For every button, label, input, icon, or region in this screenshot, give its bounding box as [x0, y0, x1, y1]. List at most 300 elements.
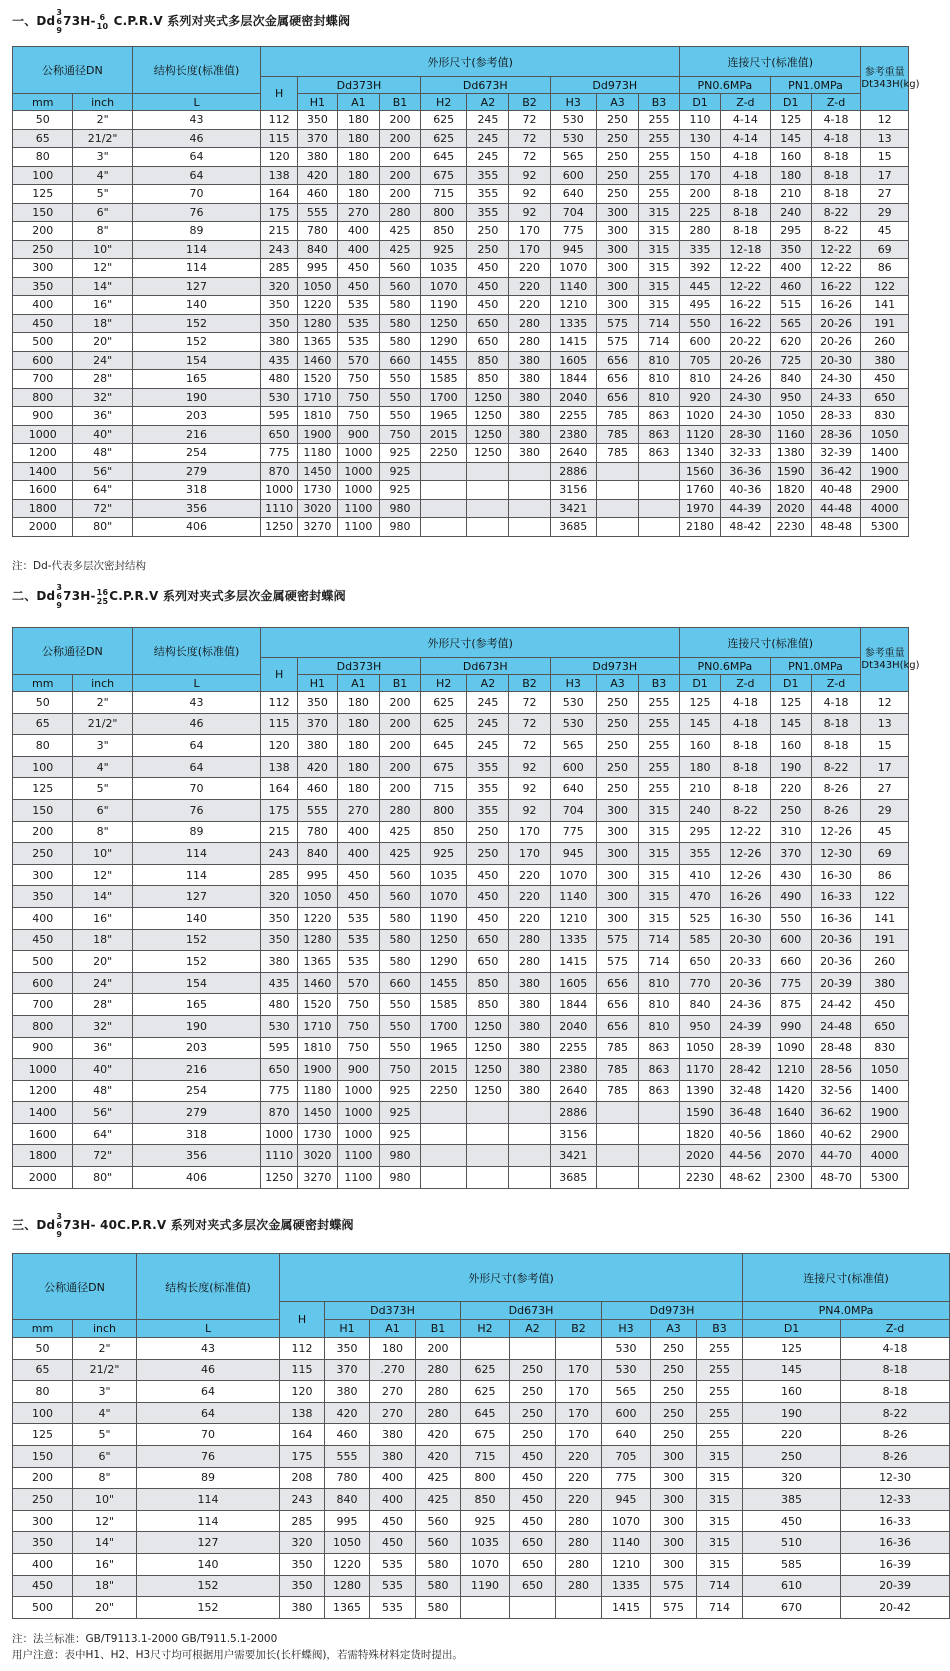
table-cell: 1800 — [13, 499, 73, 518]
table-cell: 4-18 — [721, 148, 771, 167]
table-cell: 15 — [861, 735, 909, 757]
table-cell: 650 — [467, 929, 509, 951]
table-cell: 250 — [651, 1402, 697, 1424]
table-cell: 1280 — [297, 929, 337, 951]
table-cell: 20-42 — [841, 1597, 950, 1619]
header-weight: 参考重量Dt343H(kg) — [861, 628, 909, 692]
table-cell: 350 — [297, 111, 337, 130]
table-cell: 20-22 — [721, 333, 771, 352]
table-cell: 1280 — [325, 1575, 370, 1597]
table-cell: 945 — [602, 1489, 651, 1511]
table-cell: 1140 — [602, 1532, 651, 1554]
table-cell: 24-30 — [721, 388, 771, 407]
table-cell: 8-18 — [841, 1359, 950, 1381]
table-cell: 145 — [680, 713, 721, 735]
table-cell: 315 — [639, 222, 680, 241]
table-cell: 152 — [137, 1597, 280, 1619]
header-h: H — [261, 658, 298, 692]
table-cell: 80 — [13, 735, 73, 757]
table-row — [13, 1467, 950, 1489]
table-cell: 1000 — [13, 1059, 73, 1081]
table-cell: 770 — [680, 972, 721, 994]
table-cell: 575 — [596, 314, 638, 333]
table-cell: 1400 — [13, 462, 73, 481]
header-dn: 公称通径DN — [13, 1254, 137, 1320]
table-cell: 2" — [73, 1338, 137, 1360]
table-cell: 650 — [510, 1575, 556, 1597]
table-cell: 245 — [467, 713, 509, 735]
table-cell: 656 — [596, 1015, 638, 1037]
table-cell: 318 — [132, 1123, 260, 1145]
table-cell: 12-22 — [811, 240, 861, 259]
section-3-title: 三、Dd 3 6 9 73H- 40C.P.R.V 系列对夹式多层次金属硬密封蝶阀 — [12, 1212, 354, 1239]
header-h1: H1 — [297, 94, 337, 111]
table-cell: 1180 — [297, 1080, 337, 1102]
table-cell: 250 — [596, 185, 638, 204]
table-cell: 4" — [73, 1402, 137, 1424]
table-cell — [420, 1145, 466, 1167]
table-cell: 2300 — [770, 1167, 811, 1189]
table-cell: 450 — [337, 864, 379, 886]
table-cell: 255 — [697, 1424, 743, 1446]
table-cell: 280 — [556, 1532, 602, 1554]
table-cell: 200 — [379, 692, 420, 714]
table-cell: 450 — [467, 259, 509, 278]
table-cell: 8" — [73, 821, 132, 843]
table-row — [13, 296, 909, 315]
table-cell: 245 — [467, 735, 509, 757]
table-cell: 400 — [370, 1467, 416, 1489]
table-cell: 410 — [680, 864, 721, 886]
table-cell: 650 — [467, 951, 509, 973]
table-cell: 1160 — [770, 425, 811, 444]
table-cell: 3421 — [550, 499, 596, 518]
table-row — [13, 129, 909, 148]
table-cell: 32-48 — [721, 1080, 771, 1102]
table-cell: 450 — [13, 1575, 73, 1597]
table-cell: 450 — [510, 1489, 556, 1511]
table-cell: 280 — [556, 1553, 602, 1575]
table-cell: 1070 — [461, 1553, 510, 1575]
header-h: H — [261, 77, 298, 111]
table-cell — [420, 1123, 466, 1145]
header-inch: inch — [73, 1320, 137, 1338]
table-cell: 8-22 — [721, 799, 771, 821]
table-cell: 980 — [379, 499, 420, 518]
table-cell: 1210 — [602, 1553, 651, 1575]
table-cell: 28-56 — [811, 1059, 861, 1081]
table-cell: 255 — [639, 735, 680, 757]
table-row — [13, 713, 909, 735]
table-cell: 980 — [379, 1167, 420, 1189]
table-cell: 250 — [651, 1424, 697, 1446]
table-cell: 170 — [680, 166, 721, 185]
table-cell: 255 — [639, 778, 680, 800]
table-cell: 20" — [73, 1597, 137, 1619]
table-cell: 380 — [280, 1597, 325, 1619]
table-cell: 270 — [337, 203, 379, 222]
table-cell: 2000 — [13, 518, 73, 537]
table-cell: 127 — [137, 1532, 280, 1554]
table-row — [13, 499, 909, 518]
table-cell: 280 — [556, 1575, 602, 1597]
table-cell: 400 — [370, 1489, 416, 1511]
table-cell: 640 — [550, 778, 596, 800]
table-cell: 24" — [73, 972, 132, 994]
table-cell: 315 — [697, 1553, 743, 1575]
table-cell: 200 — [416, 1338, 461, 1360]
table-cell: 1050 — [325, 1532, 370, 1554]
table-cell: 600 — [13, 351, 73, 370]
table-cell: 2000 — [13, 1167, 73, 1189]
table-row — [13, 166, 909, 185]
table-cell: 3" — [73, 148, 132, 167]
table-cell: 1050 — [297, 886, 337, 908]
table-cell: 863 — [639, 425, 680, 444]
table-row — [13, 314, 909, 333]
table-cell: 400 — [337, 240, 379, 259]
table-cell — [596, 481, 638, 500]
table-cell: 164 — [280, 1424, 325, 1446]
table-cell: 2250 — [420, 444, 466, 463]
table-cell: 1250 — [467, 1015, 509, 1037]
table-cell: 356 — [132, 499, 260, 518]
table-cell: 72 — [509, 692, 550, 714]
table-cell: 43 — [137, 1338, 280, 1360]
table-cell: 8-18 — [721, 756, 771, 778]
table-cell: 240 — [770, 203, 811, 222]
table-cell: 750 — [337, 388, 379, 407]
table-cell: 255 — [639, 185, 680, 204]
header-b3: B3 — [639, 94, 680, 111]
table-cell: 14" — [73, 277, 132, 296]
table-cell: 1250 — [467, 444, 509, 463]
table-cell: 460 — [770, 277, 811, 296]
table-cell: 870 — [261, 1102, 298, 1124]
table-cell: 72" — [73, 1145, 132, 1167]
table-cell: 715 — [420, 185, 466, 204]
table-cell: 20" — [73, 951, 132, 973]
table-cell: 250 — [596, 692, 638, 714]
table-cell: 1190 — [420, 907, 466, 929]
table-cell: 175 — [261, 799, 298, 821]
table-cell: 1000 — [13, 425, 73, 444]
table-cell: 20" — [73, 333, 132, 352]
table-cell: 1250 — [261, 518, 298, 537]
table-cell — [639, 1145, 680, 1167]
table-cell: 255 — [639, 148, 680, 167]
table-cell: 24-39 — [721, 1015, 771, 1037]
table-cell: 250 — [13, 843, 73, 865]
table-cell: 300 — [596, 222, 638, 241]
table-cell: 24-36 — [721, 994, 771, 1016]
table-cell: 830 — [861, 1037, 909, 1059]
table-cell: 4000 — [861, 1145, 909, 1167]
table-cell: 255 — [697, 1381, 743, 1403]
table-cell: 850 — [467, 370, 509, 389]
table-cell: 130 — [680, 129, 721, 148]
table-cell: 350 — [261, 907, 298, 929]
table-cell: 120 — [261, 735, 298, 757]
table-cell: 700 — [13, 994, 73, 1016]
table-cell: 575 — [596, 333, 638, 352]
table-cell: 425 — [416, 1489, 461, 1511]
table-cell: 1365 — [297, 951, 337, 973]
table-cell: 780 — [297, 222, 337, 241]
table-cell: 270 — [370, 1381, 416, 1403]
table-cell: 925 — [379, 481, 420, 500]
table-cell: 250 — [651, 1359, 697, 1381]
table-cell — [556, 1597, 602, 1619]
table-cell: 1140 — [550, 886, 596, 908]
table-cell: 1590 — [770, 462, 811, 481]
table-cell: 300 — [651, 1510, 697, 1532]
table-cell: 350 — [13, 1532, 73, 1554]
table-cell: 255 — [639, 129, 680, 148]
table-cell: 2020 — [680, 1145, 721, 1167]
table-cell: 210 — [680, 778, 721, 800]
header-pn40: PN4.0MPa — [743, 1302, 950, 1320]
table-cell: 300 — [651, 1532, 697, 1554]
table-cell: 86 — [861, 259, 909, 278]
table-cell: 1000 — [337, 1080, 379, 1102]
table-cell — [596, 499, 638, 518]
table-cell: 4000 — [861, 499, 909, 518]
table-cell — [639, 1167, 680, 1189]
table-cell: 380 — [861, 972, 909, 994]
table-row — [13, 1445, 950, 1467]
table-row — [13, 1359, 950, 1381]
table-cell: 370 — [770, 843, 811, 865]
table-cell: 72 — [509, 713, 550, 735]
table-cell: 20-39 — [811, 972, 861, 994]
table-cell: 1415 — [550, 951, 596, 973]
table-cell: 2255 — [550, 1037, 596, 1059]
table-cell: 250 — [743, 1445, 841, 1467]
table-cell — [639, 481, 680, 500]
table-cell: 560 — [379, 259, 420, 278]
table-row — [13, 148, 909, 167]
table-cell: 450 — [467, 907, 509, 929]
table-cell: 425 — [379, 240, 420, 259]
table-cell: 2886 — [550, 462, 596, 481]
table-cell: 850 — [467, 351, 509, 370]
table-cell: 45 — [861, 821, 909, 843]
table-cell: 72 — [509, 735, 550, 757]
table-cell: 900 — [337, 425, 379, 444]
table-cell: 1050 — [861, 425, 909, 444]
table-cell: 840 — [325, 1489, 370, 1511]
table-cell: 18" — [73, 1575, 137, 1597]
table-cell: 1250 — [467, 425, 509, 444]
table-cell: 620 — [770, 333, 811, 352]
table-cell: 1415 — [550, 333, 596, 352]
table-cell: 2640 — [550, 444, 596, 463]
table-cell: 260 — [861, 333, 909, 352]
table-cell: 18" — [73, 314, 132, 333]
table-cell: 70 — [132, 185, 260, 204]
header-zd: Z-d — [721, 675, 771, 692]
table-cell — [510, 1597, 556, 1619]
table-cell: 1585 — [420, 994, 466, 1016]
table-row — [13, 518, 909, 537]
table-cell: 1070 — [420, 886, 466, 908]
table-cell: 210 — [770, 185, 811, 204]
table-cell: 255 — [639, 166, 680, 185]
table-cell: 1365 — [297, 333, 337, 352]
table-cell: 925 — [379, 1102, 420, 1124]
table-cell: 12-18 — [721, 240, 771, 259]
table-cell: 600 — [550, 166, 596, 185]
table-cell: 28-39 — [721, 1037, 771, 1059]
table-cell: 535 — [337, 951, 379, 973]
table-cell: 1000 — [261, 1123, 298, 1145]
table-row — [13, 972, 909, 994]
table-cell: 122 — [861, 277, 909, 296]
table-cell: 200 — [379, 735, 420, 757]
table-cell: 2040 — [550, 388, 596, 407]
table-row — [13, 692, 909, 714]
table-row — [13, 799, 909, 821]
table-cell: 1190 — [420, 296, 466, 315]
table-cell: 714 — [639, 333, 680, 352]
table-cell: 48-42 — [721, 518, 771, 537]
table-cell: 138 — [261, 166, 298, 185]
table-cell: 20-26 — [811, 314, 861, 333]
table-cell: 400 — [13, 296, 73, 315]
table-cell: 114 — [132, 864, 260, 886]
table-cell: 350 — [261, 314, 298, 333]
table-cell: 595 — [261, 1037, 298, 1059]
table-cell — [639, 1123, 680, 1145]
table-cell: 560 — [379, 886, 420, 908]
table-cell: 320 — [743, 1467, 841, 1489]
table-cell: 1110 — [261, 499, 298, 518]
table-cell: 580 — [379, 951, 420, 973]
header-l: L — [137, 1320, 280, 1338]
table-cell: 650 — [861, 1015, 909, 1037]
table-cell: 863 — [639, 407, 680, 426]
table-cell: 1035 — [420, 864, 466, 886]
table-cell: 380 — [370, 1445, 416, 1467]
table-cell: 450 — [861, 370, 909, 389]
table-cell: 300 — [651, 1489, 697, 1511]
table-cell: 1710 — [297, 1015, 337, 1037]
table-cell: 76 — [132, 203, 260, 222]
table-cell: 800 — [461, 1467, 510, 1489]
table-cell: 650 — [861, 388, 909, 407]
section-2-title: 二、Dd 3 6 9 73H- 16 25 C.P.R.V 系列对夹式多层次金属硬密封蝶阀 — [12, 583, 346, 610]
table-cell: 89 — [132, 821, 260, 843]
table-cell: 245 — [467, 129, 509, 148]
table-cell: 2015 — [420, 1059, 466, 1081]
table-cell: 1050 — [297, 277, 337, 296]
table-cell: 10" — [73, 1489, 137, 1511]
table-cell: 350 — [261, 296, 298, 315]
table-cell: 535 — [337, 314, 379, 333]
table-cell: 875 — [770, 994, 811, 1016]
table-cell: 40-62 — [811, 1123, 861, 1145]
table-cell: 8-22 — [841, 1402, 950, 1424]
header-dims: 外形尺寸(参考值) — [261, 628, 680, 658]
table-cell: 112 — [280, 1338, 325, 1360]
table-cell: 1400 — [861, 444, 909, 463]
table-cell: 315 — [639, 843, 680, 865]
table-cell: 115 — [280, 1359, 325, 1381]
table-cell: 243 — [261, 843, 298, 865]
table-cell: 200 — [13, 821, 73, 843]
header-pn06: PN0.6MPa — [680, 658, 771, 675]
table-cell: 580 — [416, 1575, 461, 1597]
table-cell: 400 — [337, 843, 379, 865]
table-cell: 40-56 — [721, 1123, 771, 1145]
table-cell: 300 — [13, 259, 73, 278]
table-cell — [509, 481, 550, 500]
table-cell: 4-18 — [721, 692, 771, 714]
table-cell: 89 — [137, 1467, 280, 1489]
table-cell — [639, 462, 680, 481]
table-cell: 660 — [770, 951, 811, 973]
table-cell: 145 — [770, 129, 811, 148]
table-cell: 152 — [137, 1575, 280, 1597]
table-cell: 2015 — [420, 425, 466, 444]
table-row — [13, 333, 909, 352]
table-cell: 400 — [13, 907, 73, 929]
table-cell: 114 — [132, 843, 260, 865]
table-cell: 656 — [596, 972, 638, 994]
table-cell: 70 — [132, 778, 260, 800]
table-cell: 21/2" — [73, 713, 132, 735]
table-cell: 32" — [73, 1015, 132, 1037]
table-cell: 16-36 — [811, 907, 861, 929]
table-cell: 2886 — [550, 1102, 596, 1124]
table-cell: 4-18 — [721, 713, 771, 735]
table-cell: 1965 — [420, 407, 466, 426]
table-cell: 785 — [596, 444, 638, 463]
table-cell: 8-18 — [811, 166, 861, 185]
table-cell: 170 — [556, 1381, 602, 1403]
table-cell: 16-33 — [811, 886, 861, 908]
header-h2: H2 — [420, 94, 466, 111]
table-cell: 8-22 — [811, 756, 861, 778]
table-cell: 208 — [280, 1467, 325, 1489]
table-cell: 24-30 — [811, 370, 861, 389]
table-cell: 1420 — [770, 1080, 811, 1102]
table-cell: 2" — [73, 111, 132, 130]
header-conn: 连接尺寸(标准值) — [680, 628, 861, 658]
table-cell: 170 — [509, 240, 550, 259]
table-row — [13, 388, 909, 407]
table-cell: 140 — [132, 296, 260, 315]
table-cell: 515 — [770, 296, 811, 315]
table-cell: 780 — [325, 1467, 370, 1489]
header-pn06: PN0.6MPa — [680, 77, 771, 94]
table-cell: 1820 — [770, 481, 811, 500]
table-cell: 1210 — [550, 296, 596, 315]
table-cell: 550 — [379, 1015, 420, 1037]
table-cell: 425 — [379, 843, 420, 865]
table-cell: 990 — [770, 1015, 811, 1037]
table-cell: 21/2" — [73, 129, 132, 148]
table-cell: 660 — [379, 972, 420, 994]
table-cell: 300 — [596, 296, 638, 315]
table-cell: 863 — [639, 1037, 680, 1059]
table-row — [13, 203, 909, 222]
table-cell: 863 — [639, 444, 680, 463]
table-row — [13, 951, 909, 973]
table-cell: 122 — [861, 886, 909, 908]
table-cell: 1020 — [680, 407, 721, 426]
